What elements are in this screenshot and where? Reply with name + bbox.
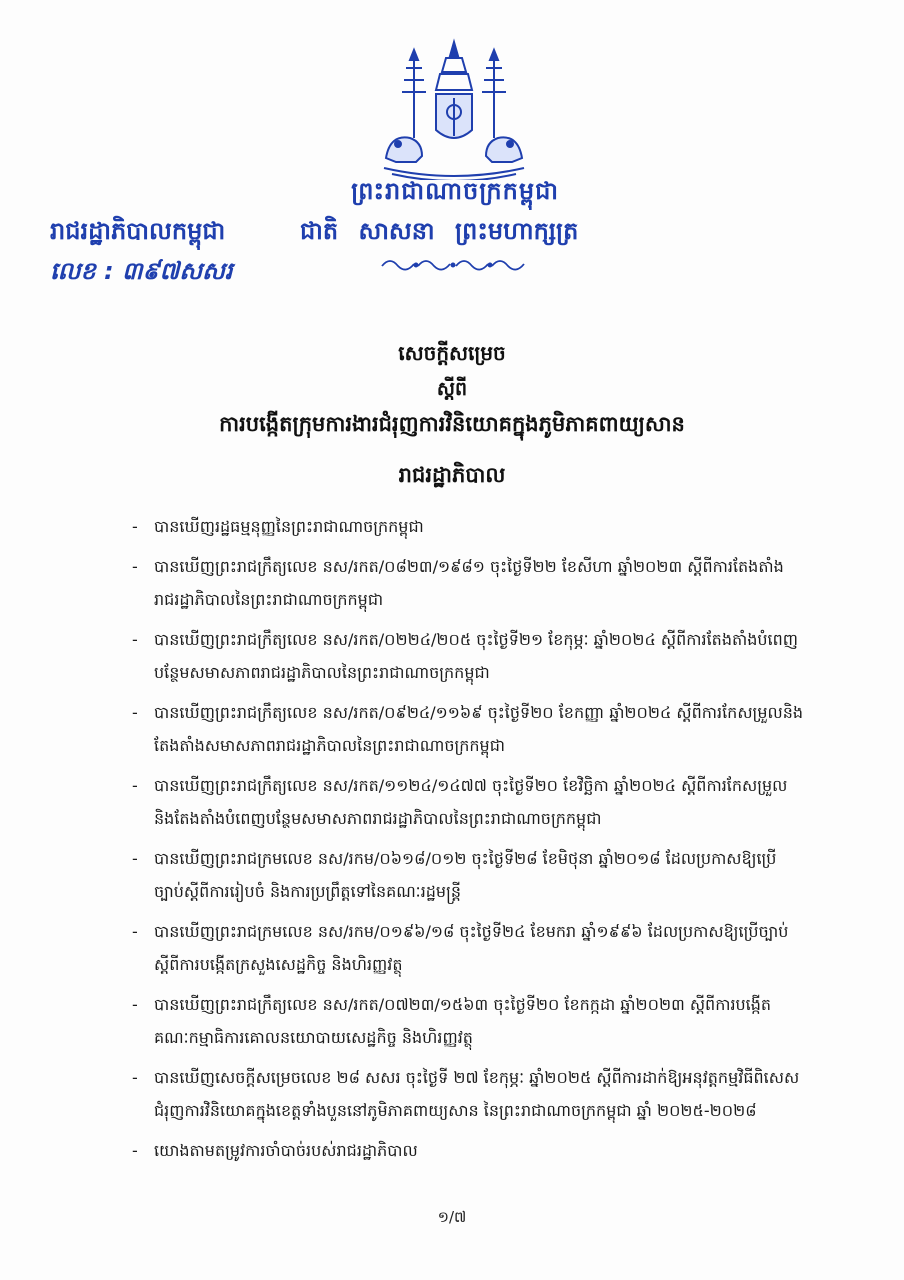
list-item: - បានឃើញព្រះរាជក្រឹត្យលេខ នស/រកត/០២២៤/២០៥ ចុះថ្ងៃទី២១ ខែកុម្ភៈ ឆ្នាំ២០២៤ ស្តីពីការតែងតាំងបំពេញបន្ថែមសមាសភាពរាជរដ្ឋាភិបាលនៃព្រះរាជាណាចក្រកម្ពុជា <box>132 630 798 682</box>
national-motto: ជាតិ សាសនា ព្រះមហាក្សត្រ <box>300 217 579 245</box>
list-item: - បានឃើញរដ្ឋធម្មនុញ្ញនៃព្រះរាជាណាចក្រកម្ពុជា <box>132 517 424 536</box>
decorative-flourish-icon <box>378 254 528 276</box>
document-subject: ការបង្កើតក្រុមការងារជំរុញការវិនិយោគក្នុងភូមិភាគពាយ្យសាន <box>219 412 685 436</box>
issuer-heading: រាជរដ្ឋាភិបាល <box>398 463 506 487</box>
clause-text: បានឃើញព្រះរាជក្រឹត្យលេខ នស/រកត/០៨២៣/១៩៨១ ចុះថ្ងៃទី២២ ខែសីហា ឆ្នាំ២០២៣ ស្តីពីការតែងតាំងរាជរដ្ឋាភិបាលនៃព្រះរាជាណាចក្រកម្ពុជា <box>154 557 784 609</box>
document-number: លេខ : ៣៩៧សសរ <box>50 257 233 285</box>
list-item: - បានឃើញសេចក្តីសម្រេចលេខ ២៨ សសរ ចុះថ្ងៃទី ២៧ ខែកុម្ភៈ ឆ្នាំ២០២៥ ស្តីពីការដាក់ឱ្យអនុវត្តកម្មវិធីពិសេសជំរុញការវិនិយោគក្នុងខេត្តទាំងបួននៅភូមិភាគពាយ្យសាន នៃព្រះរាជាណាចក្រកម្ពុជា ឆ្នាំ ២០២៥-២០២៨ <box>132 1068 800 1120</box>
clause-text: បានឃើញព្រះរាជក្រមលេខ នស/រកម/០៦១៨/០១២ ចុះថ្ងៃទី២៨ ខែមិថុនា ឆ្នាំ២០១៨ ដែលប្រកាសឱ្យប្រើច្បាប់ស្តីពីការរៀបចំ និងការប្រព្រឹត្តទៅនៃគណៈរដ្ឋមន្ត្រី <box>154 849 777 901</box>
clause-text: បានឃើញព្រះរាជក្រឹត្យលេខ នស/រកត/០២២៤/២០៥ ចុះថ្ងៃទី២១ ខែកុម្ភៈ ឆ្នាំ២០២៤ ស្តីពីការតែងតាំងបំពេញបន្ថែមសមាសភាពរាជរដ្ឋាភិបាលនៃព្រះរាជាណាចក្រកម្ពុជា <box>154 630 798 682</box>
document-type-title: សេចក្តីសម្រេច <box>398 341 506 365</box>
about-label: ស្តីពី <box>436 378 468 400</box>
clause-text: បានឃើញព្រះរាជក្រមលេខ នស/រកម/០១៩៦/១៨ ចុះថ្ងៃទី២៤ ខែមករា ឆ្នាំ១៩៩៦ ដែលប្រកាសឱ្យប្រើច្បាប់ស្តីពីការបង្កើតក្រសួងសេដ្ឋកិច្ច និងហិរញ្ញវត្ថុ <box>154 922 789 974</box>
list-item: - បានឃើញព្រះរាជក្រឹត្យលេខ នស/រកត/០៨២៣/១៩៨១ ចុះថ្ងៃទី២២ ខែសីហា ឆ្នាំ២០២៣ ស្តីពីការតែងតាំងរាជរដ្ឋាភិបាលនៃព្រះរាជាណាចក្រកម្ពុជា <box>132 557 784 609</box>
government-name: រាជរដ្ឋាភិបាលកម្ពុជា <box>50 217 226 245</box>
clause-text: បានឃើញសេចក្តីសម្រេចលេខ ២៨ សសរ ចុះថ្ងៃទី ២៧ ខែកុម្ភៈ ឆ្នាំ២០២៥ ស្តីពីការដាក់ឱ្យអនុវត្តកម្មវិធីពិសេសជំរុញការវិនិយោគក្នុងខេត្តទាំងបួននៅភូមិភាគពាយ្យសាន នៃព្រះរាជាណាចក្រកម្ពុជា ឆ្នាំ ២០២៥-២០២៨ <box>154 1068 800 1120</box>
list-item: - បានឃើញព្រះរាជក្រមលេខ នស/រកម/០៦១៨/០១២ ចុះថ្ងៃទី២៨ ខែមិថុនា ឆ្នាំ២០១៨ ដែលប្រកាសឱ្យប្រើច្បាប់ស្តីពីការរៀបចំ និងការប្រព្រឹត្តទៅនៃគណៈរដ្ឋមន្ត្រី <box>132 849 777 901</box>
page-number: ១/៧ <box>437 1208 467 1226</box>
list-item: - បានឃើញព្រះរាជក្រឹត្យលេខ នស/រកត/០៧២៣/១៥៦៣ ចុះថ្ងៃទី២០ ខែកក្កដា ឆ្នាំ២០២៣ ស្តីពីការបង្កើតគណៈកម្មាធិការគោលនយោបាយសេដ្ឋកិច្ច និងហិរញ្ញវត្ថុ <box>132 995 772 1047</box>
clause-text: យោងតាមតម្រូវការចាំបាច់របស់រាជរដ្ឋាភិបាល <box>154 1141 418 1160</box>
list-item: - បានឃើញព្រះរាជក្រឹត្យលេខ នស/រកត/០៩២៤/១១៦៩ ចុះថ្ងៃទី២០ ខែកញ្ញា ឆ្នាំ២០២៤ ស្តីពីការកែសម្រួលនិងតែងតាំងសមាសភាពរាជរដ្ឋាភិបាលនៃព្រះរាជាណាចក្រកម្ពុជា <box>132 703 804 755</box>
list-item: - យោងតាមតម្រូវការចាំបាច់របស់រាជរដ្ឋាភិបាល <box>132 1141 418 1160</box>
list-item: - បានឃើញព្រះរាជក្រឹត្យលេខ នស/រកត/១១២៤/១៤៧៧ ចុះថ្ងៃទី២០ ខែវិច្ឆិកា ឆ្នាំ២០២៤ ស្តីពីការកែសម្រួលនិងតែងតាំងបំពេញបន្ថែមសមាសភាពរាជរដ្ឋាភិបាលនៃព្រះរាជាណាចក្រកម្ពុជា <box>132 776 788 828</box>
clause-text: បានឃើញព្រះរាជក្រឹត្យលេខ នស/រកត/០៧២៣/១៥៦៣ ចុះថ្ងៃទី២០ ខែកក្កដា ឆ្នាំ២០២៣ ស្តីពីការបង្កើតគណៈកម្មាធិការគោលនយោបាយសេដ្ឋកិច្ច និងហិរញ្ញវត្ថុ <box>154 995 772 1047</box>
royal-coat-of-arms-icon <box>376 38 532 180</box>
preamble-clauses <box>128 510 804 1174</box>
clause-text: បានឃើញព្រះរាជក្រឹត្យលេខ នស/រកត/១១២៤/១៤៧៧ ចុះថ្ងៃទី២០ ខែវិច្ឆិកា ឆ្នាំ២០២៤ ស្តីពីការកែសម្រួលនិងតែងតាំងបំពេញបន្ថែមសមាសភាពរាជរដ្ឋាភិបាលនៃព្រះរាជាណាចក្រកម្ពុជា <box>154 776 788 828</box>
kingdom-name: ព្រះរាជាណាចក្រកម្ពុជា <box>351 177 559 205</box>
clause-text: បានឃើញរដ្ឋធម្មនុញ្ញនៃព្រះរាជាណាចក្រកម្ពុជា <box>154 517 424 536</box>
list-item: - បានឃើញព្រះរាជក្រមលេខ នស/រកម/០១៩៦/១៨ ចុះថ្ងៃទី២៤ ខែមករា ឆ្នាំ១៩៩៦ ដែលប្រកាសឱ្យប្រើច្បាប់ស្តីពីការបង្កើតក្រសួងសេដ្ឋកិច្ច និងហិរញ្ញវត្ថុ <box>132 922 789 974</box>
clause-text: បានឃើញព្រះរាជក្រឹត្យលេខ នស/រកត/០៩២៤/១១៦៩ ចុះថ្ងៃទី២០ ខែកញ្ញា ឆ្នាំ២០២៤ ស្តីពីការកែសម្រួលនិងតែងតាំងសមាសភាពរាជរដ្ឋាភិបាលនៃព្រះរាជាណាចក្រកម្ពុជា <box>154 703 804 755</box>
